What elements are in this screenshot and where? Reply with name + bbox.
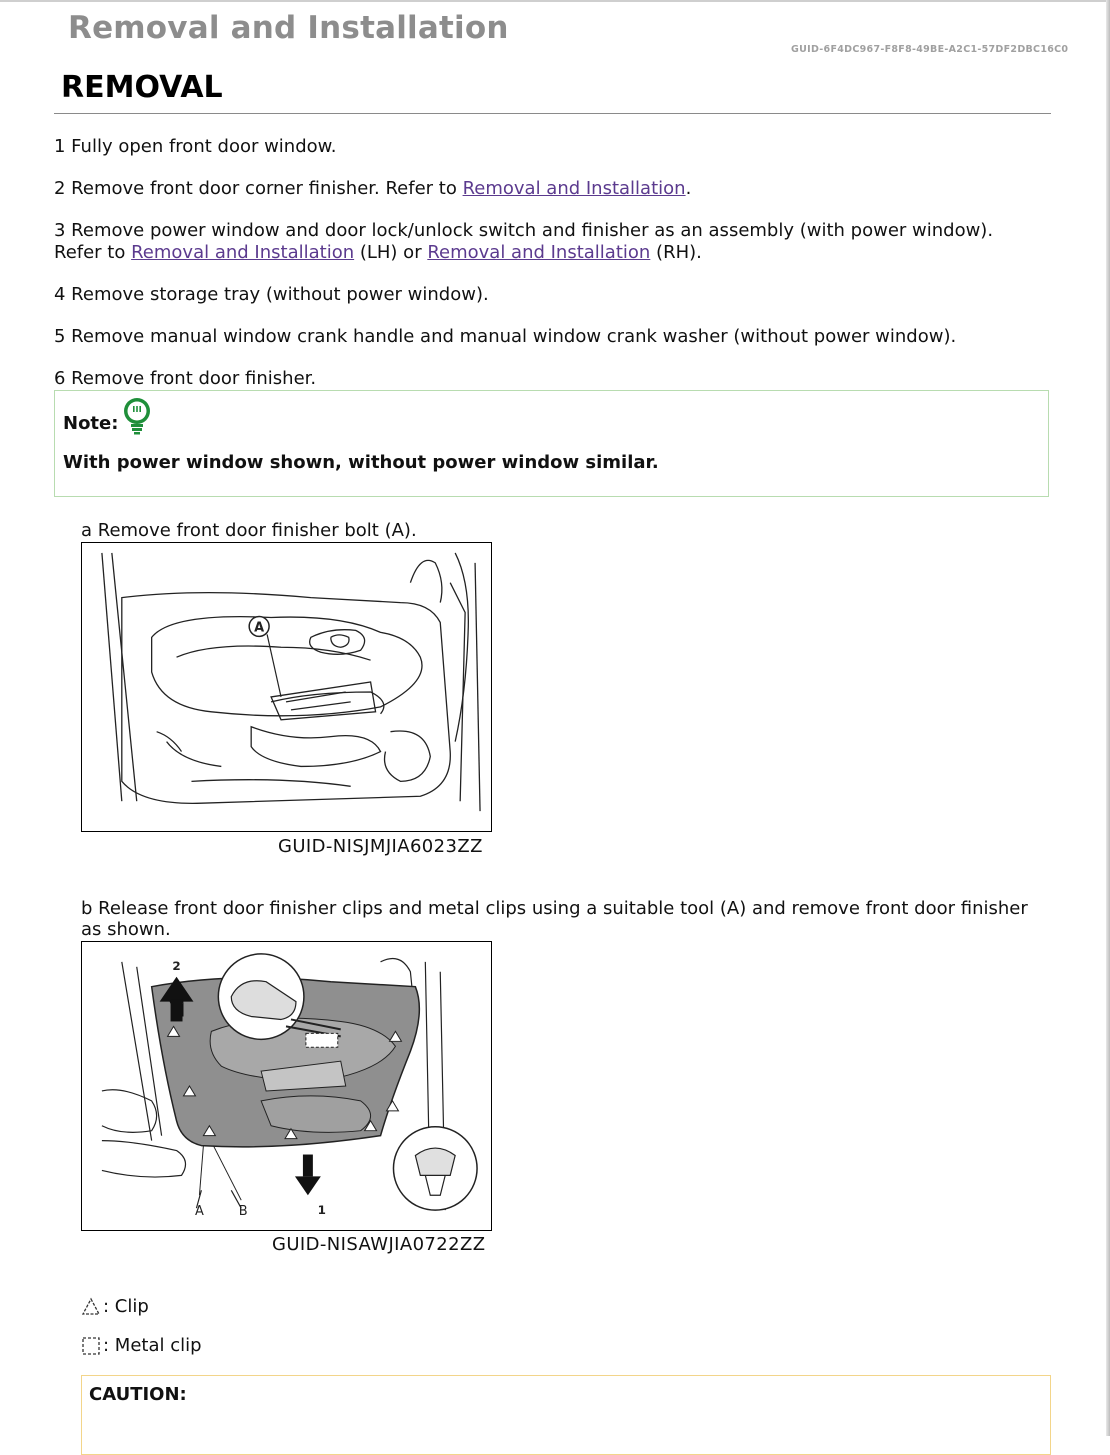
figure-a-bolt-label: A <box>254 620 265 636</box>
step-3-line1: 3 Remove power window and door lock/unlock switch and finisher as an assembly (with power window). <box>54 220 994 241</box>
step-2 <box>54 178 1044 200</box>
door-finisher-bolt-figure <box>81 542 492 832</box>
caution-label: CAUTION: <box>89 1384 187 1405</box>
figure-b-caption: GUID-NISAWJIA0722ZZ <box>272 1234 486 1255</box>
door-finisher-clips-figure <box>81 941 492 1231</box>
step-3-refer: Refer to <box>54 242 132 263</box>
note-label: Note: <box>63 413 119 434</box>
step-3-line2 <box>54 242 1044 264</box>
removal-installation-rh-link[interactable]: Removal and Installation <box>427 242 651 263</box>
step-2-text: 2 Remove front door corner finisher. Refer to <box>54 178 463 199</box>
section-heading: REMOVAL <box>61 70 223 105</box>
step-3-mid: (LH) or <box>354 242 428 263</box>
page-frame-right <box>1106 0 1110 1436</box>
step-2-end: . <box>685 178 692 199</box>
step-6: 6 Remove front door finisher. <box>54 368 317 389</box>
lightbulb-icon <box>122 397 152 435</box>
document-guid: GUID-6F4DC967-F8F8-49BE-A2C1-57DF2DBC16C0 <box>791 44 1069 55</box>
substep-a: a Remove front door finisher bolt (A). <box>81 520 417 541</box>
legend-metal-clip <box>81 1335 202 1356</box>
step-4: 4 Remove storage tray (without power window). <box>54 284 489 305</box>
legend-metal-clip-text: : Metal clip <box>103 1335 202 1356</box>
removal-installation-link[interactable]: Removal and Installation <box>462 178 686 199</box>
removal-installation-lh-link[interactable]: Removal and Installation <box>131 242 355 263</box>
step-1: 1 Fully open front door window. <box>54 136 337 157</box>
legend-clip <box>81 1296 149 1317</box>
page-title: Removal and Installation <box>68 10 509 46</box>
figure-b-tool-label: A <box>194 1204 204 1220</box>
step-3-end: (RH). <box>650 242 702 263</box>
caution-box <box>81 1375 1051 1455</box>
figure-b-clip-label: B <box>238 1204 248 1220</box>
figure-a-caption: GUID-NISJMJIA6023ZZ <box>278 836 483 857</box>
clip-triangle-icon <box>81 1297 101 1317</box>
metal-clip-square-icon <box>81 1336 101 1356</box>
page-frame-top <box>0 0 1110 2</box>
step-3 <box>54 220 1044 264</box>
step-5: 5 Remove manual window crank handle and manual window crank washer (without power window). <box>54 326 957 347</box>
note-box <box>54 390 1049 497</box>
section-divider <box>54 113 1051 114</box>
figure-b-arrow-down-label: 1 <box>317 1203 326 1218</box>
substep-b: b Release front door finisher clips and metal clips using a suitable tool (A) and remove front door finisher as shown. <box>81 898 1028 940</box>
legend-clip-text: : Clip <box>103 1296 149 1317</box>
figure-b-arrow-up-label: 2 <box>172 958 181 973</box>
note-text: With power window shown, without power window similar. <box>63 452 659 473</box>
